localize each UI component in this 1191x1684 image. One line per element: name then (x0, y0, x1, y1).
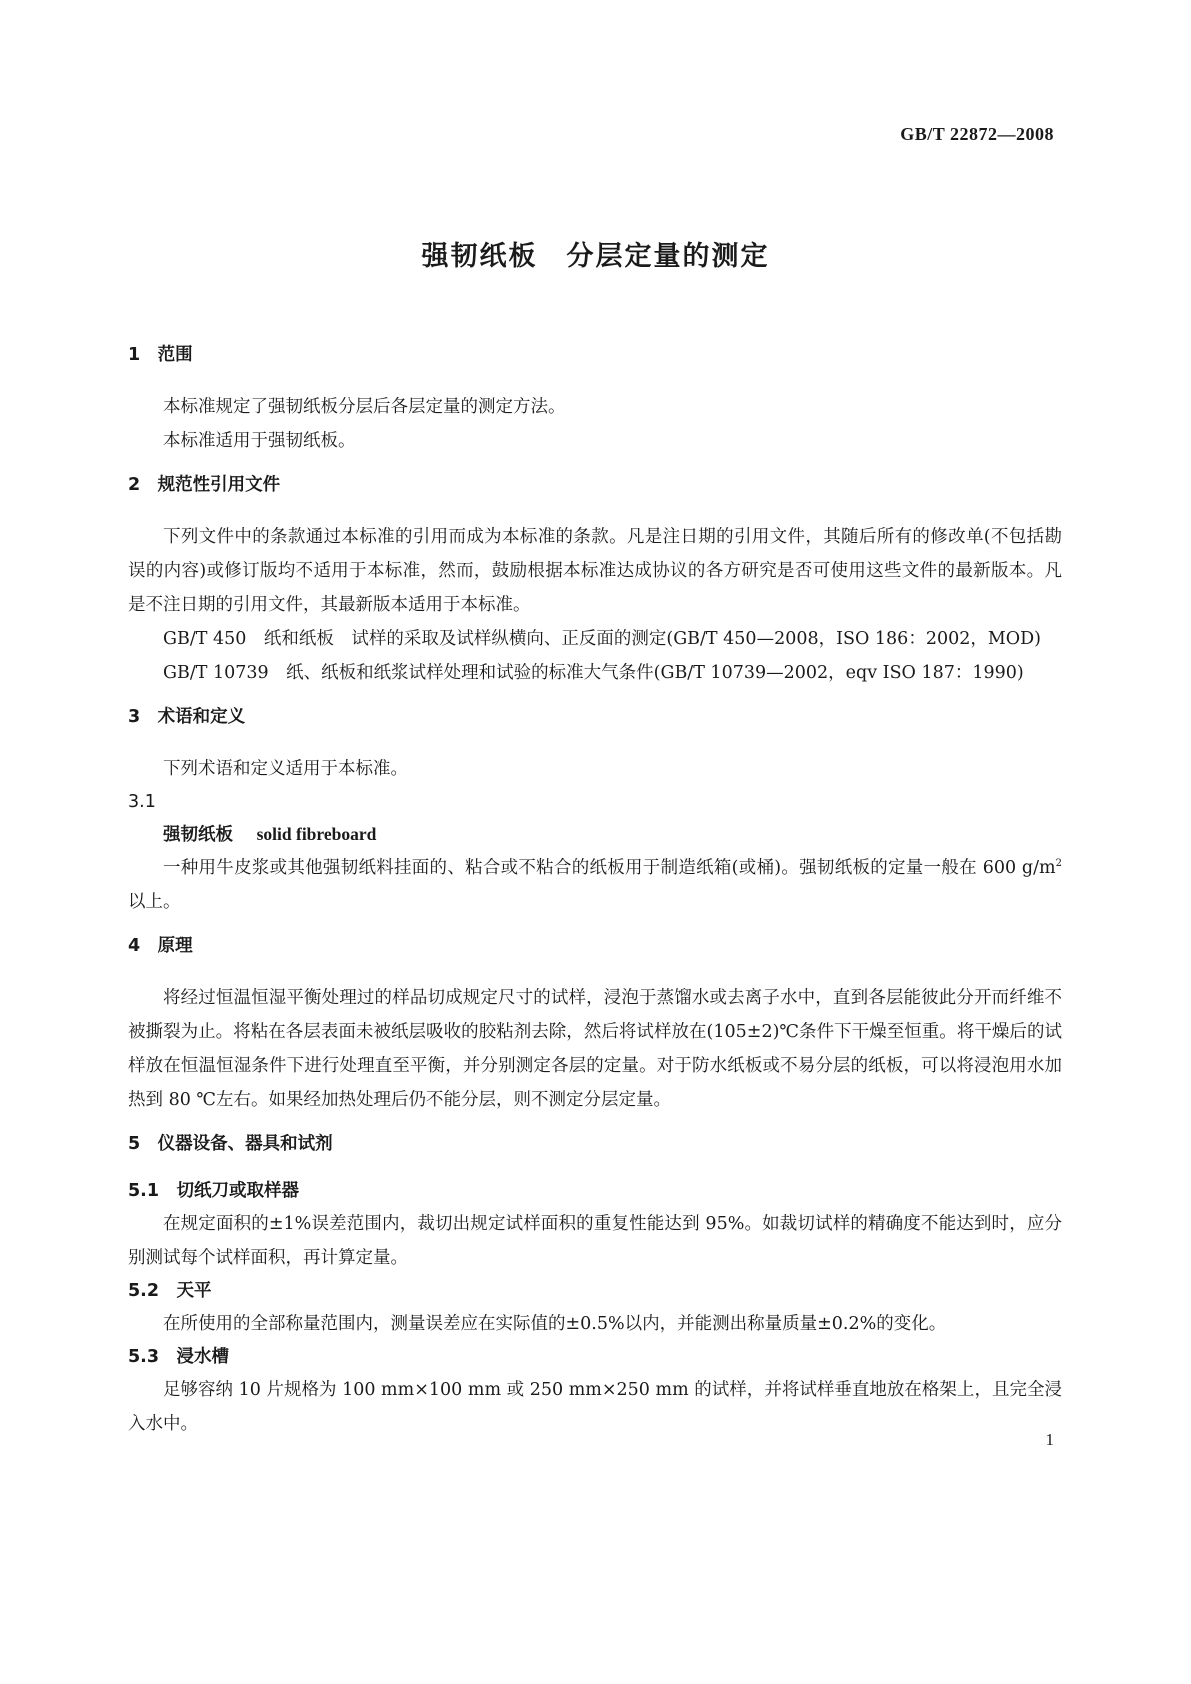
section-1-paragraph: 本标准规定了强韧纸板分层后各层定量的测定方法。 (163, 397, 566, 417)
clause-5-2-heading: 5.2 天平 (128, 1281, 212, 1301)
clause-5-3-paragraph: 足够容纳 10 片规格为 100 mm×100 mm 或 250 mm×250 mm 的试样，并将试样垂直地放在格架上，且完全浸入水中。 (128, 1380, 1062, 1434)
standard-code: GB/T 22872—2008 (900, 124, 1054, 144)
term-english: solid fibreboard (256, 824, 377, 844)
clause-3-1-number: 3.1 (128, 792, 156, 812)
section-2-paragraph: 下列文件中的条款通过本标准的引用而成为本标准的条款。凡是注日期的引用文件，其随后所有的修改单(不包括勘误的内容)或修订版均不适用于本标准，然而，鼓励根据本标准达成协议的各方研究是否可使用这些文件的最新版本。凡是不注日期的引用文件，其最新版本适用于本标准。 (128, 527, 1062, 615)
section-4-heading: 4 原理 (128, 936, 193, 956)
section-5-heading: 5 仪器设备、器具和试剂 (128, 1134, 333, 1154)
normative-reference-gbt10739: GB/T 10739 纸、纸板和纸浆试样处理和试验的标准大气条件(GB/T 10739—2002，eqv ISO 187：1990) (163, 663, 1024, 683)
term-definition: 一种用牛皮浆或其他强韧纸料挂面的、粘合或不粘合的纸板用于制造纸箱(或桶)。强韧纸板的定量一般在 600 $g/m^2$ 以上。 (128, 858, 1062, 912)
page-number: 1 (1045, 1430, 1054, 1449)
term-chinese: 强韧纸板 (163, 825, 233, 845)
term-entry (128, 818, 1062, 851)
section-3-paragraph: 下列术语和定义适用于本标准。 (163, 759, 408, 779)
section-1-paragraph: 本标准适用于强韧纸板。 (163, 431, 356, 451)
normative-reference-gbt450: GB/T 450 纸和纸板 试样的采取及试样纵横向、正反面的测定(GB/T 450—2008，ISO 186：2002，MOD) (163, 629, 1041, 649)
document-body (128, 338, 1062, 1441)
clause-5-3-heading: 5.3 浸水槽 (128, 1347, 230, 1367)
section-3-heading: 3 术语和定义 (128, 707, 246, 727)
section-2-heading: 2 规范性引用文件 (128, 475, 281, 495)
clause-5-2-paragraph: 在所使用的全部称量范围内，测量误差应在实际值的±0.5%以内，并能测出称量质量±0.2%的变化。 (163, 1314, 947, 1334)
clause-5-1-heading: 5.1 切纸刀或取样器 (128, 1181, 300, 1201)
section-4-paragraph: 将经过恒温恒湿平衡处理过的样品切成规定尺寸的试样，浸泡于蒸馏水或去离子水中，直到各层能彼此分开而纤维不被撕裂为止。将粘在各层表面未被纸层吸收的胶粘剂去除，然后将试样放在(105±2)℃条件下干燥至恒重。将干燥后的试样放在恒温恒湿条件下进行处理直至平衡，并分别测定各层的定量。对于防水纸板或不易分层的纸板，可以将浸泡用水加热到 80 ℃左右。如果经加热处理后仍不能分层，则不测定分层定量。 (128, 988, 1062, 1110)
section-1-heading: 1 范围 (128, 345, 193, 365)
clause-5-1-paragraph: 在规定面积的±1%误差范围内，裁切出规定试样面积的重复性能达到 95%。如裁切试样的精确度不能达到时，应分别测试每个试样面积，再计算定量。 (128, 1214, 1062, 1268)
document-title: 强韧纸板 分层定量的测定 (421, 241, 770, 272)
